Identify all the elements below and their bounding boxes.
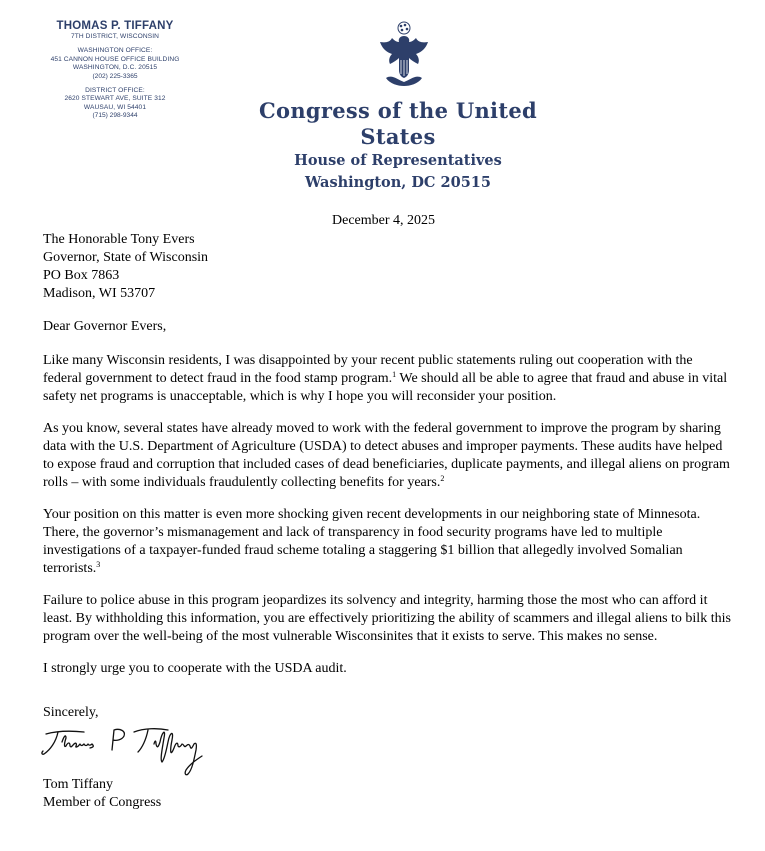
- district-office-label: DISTRICT OFFICE:: [85, 87, 145, 95]
- great-seal-eagle-icon: [372, 20, 436, 92]
- signer-block: [43, 776, 161, 812]
- paragraph-2: [43, 420, 733, 492]
- handwritten-signature: [40, 722, 220, 780]
- salutation: Dear Governor Evers,: [43, 319, 167, 334]
- district-office: [40, 87, 190, 121]
- paragraph-1: [43, 352, 733, 406]
- paragraph-1-text-b: We should all be able to agree that fraud and abuse in vital safety net programs is unacceptable, which is why I hope you will reconsider your position.: [43, 371, 728, 404]
- congress-letterhead-title: [246, 98, 550, 194]
- footnote-ref-2: 2: [440, 474, 445, 483]
- letter-body: [43, 231, 733, 692]
- congress-title: Congress of the United States: [259, 98, 537, 149]
- district-label: 7TH DISTRICT, WISCONSIN: [70, 33, 160, 40]
- district-office-line2: WAUSAU, WI 54401: [83, 103, 147, 111]
- letter-date: December 4, 2025: [332, 213, 436, 228]
- closing: Sincerely,: [43, 705, 99, 720]
- paragraph-5: I strongly urge you to cooperate with the USDA audit.: [43, 661, 347, 676]
- washington-office-line2: WASHINGTON, D.C. 20515: [72, 64, 158, 72]
- recipient-address: [43, 231, 733, 303]
- paragraph-4: Failure to police abuse in this program jeopardizes its solvency and integrity, harming those the most who can afford it least. By withholding this information, you are effectively prioritizing the ability of scammers and illegal aliens to bilk this program over the well-being of the most vulnerable Wisconsinites that it exists to serve. This makes no sense.: [43, 593, 731, 644]
- letterhead-contact-block: [40, 20, 190, 121]
- paragraph-3-text: Your position on this matter is even more shocking given recent developments in our neighboring state of Minnesota. There, the governor’s mismanagement and lack of transparency in food security programs have led to multiple investigations of a taxpayer-funded fraud scheme totaling a staggering $1 billion that allegedly involved Somalian terrorists.: [43, 507, 701, 576]
- washington-office-phone: (202) 225-3365: [92, 72, 138, 80]
- district-office-line1: 2620 STEWART AVE, SUITE 312: [64, 95, 166, 103]
- washington-office: [40, 47, 190, 81]
- recipient-line4: Madison, WI 53707: [43, 286, 156, 301]
- district-office-phone: (715) 298-9344: [92, 112, 138, 120]
- signer-name: Tom Tiffany: [43, 777, 113, 792]
- recipient-line2: Governor, State of Wisconsin: [43, 250, 209, 265]
- house-title: House of Representatives: [294, 152, 502, 169]
- recipient-line3: PO Box 7863: [43, 268, 120, 283]
- paragraph-3: [43, 506, 733, 578]
- city-title: Washington, DC 20515: [305, 174, 491, 191]
- footnote-ref-1: 1: [392, 370, 397, 379]
- paragraph-2-text: As you know, several states have already moved to work with the federal government to improve the program by sharing data with the U.S. Department of Agriculture (USDA) to detect abuses and improper payments. These audits have helped to expose fraud and corruption that included cases of dead beneficiaries, duplicate payments, and illegal aliens on program rolls – with some individuals fraudulently collecting benefits for years.: [43, 421, 730, 490]
- signer-title: Member of Congress: [43, 795, 162, 810]
- washington-office-line1: 451 CANNON HOUSE OFFICE BUILDING: [50, 55, 180, 63]
- representative-name: THOMAS P. TIFFANY: [56, 20, 174, 32]
- washington-office-label: WASHINGTON OFFICE:: [77, 47, 153, 55]
- footnote-ref-3: 3: [96, 560, 101, 569]
- paragraph-1-text-a: Like many Wisconsin residents, I was disappointed by your recent public statements ruling out cooperation with the federal government to detect fraud in the food stamp program.: [43, 353, 693, 386]
- recipient-line1: The Honorable Tony Evers: [43, 232, 195, 247]
